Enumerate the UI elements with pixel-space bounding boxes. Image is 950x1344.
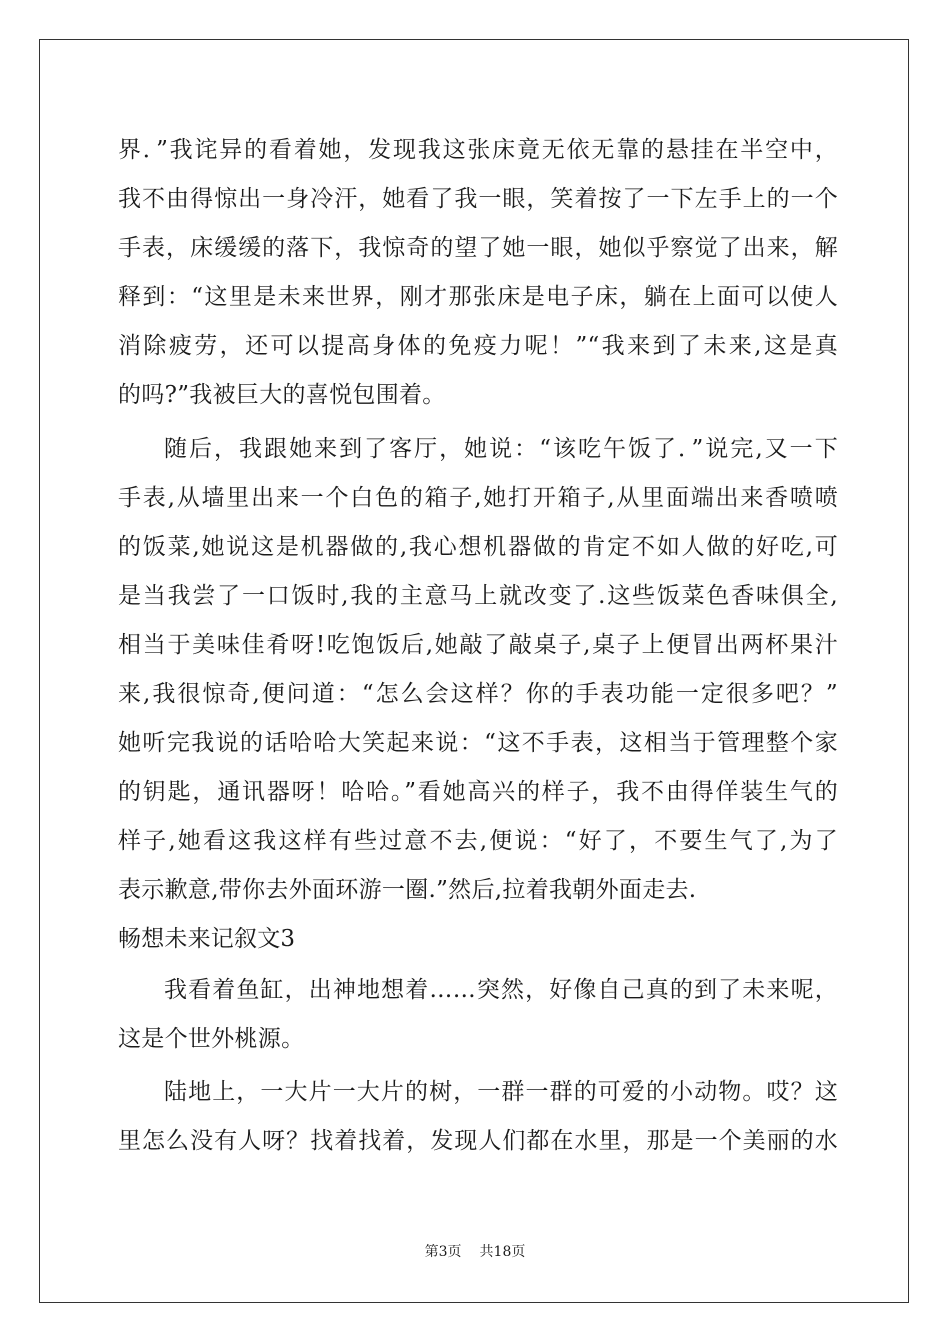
text-line: 我看着鱼缸，出神地想着……突然，好像自己真的到了未来呢， — [164, 977, 838, 1003]
text-line: 消除疲劳，还可以提高身体的免疫力呢！”“我来到了未来,这是真 — [118, 333, 838, 359]
page-total: 共18页 — [479, 1244, 526, 1260]
text-line: 释到：“这里是未来世界，刚才那张床是电子床，躺在上面可以使人 — [118, 284, 838, 310]
text-line: 界．”我诧异的看着她，发现我这张床竟无依无靠的悬挂在半空中， — [118, 137, 838, 163]
page-number: 第3页 — [424, 1244, 462, 1260]
text-line: 我不由得惊出一身冷汗，她看了我一眼，笑着按了一下左手上的一个 — [118, 186, 838, 212]
text-line: 随后，我跟她来到了客厅，她说：“该吃午饭了．”说完,又一下 — [164, 436, 838, 462]
text-line: 里怎么没有人呀？找着找着，发现人们都在水里，那是一个美丽的水 — [118, 1128, 838, 1154]
text-line: 的饭菜,她说这是机器做的,我心想机器做的肯定不如人做的好吃,可 — [118, 534, 838, 560]
text-line: 表示歉意,带你去外面环游一圈.”然后,拉着我朝外面走去. — [118, 877, 697, 903]
text-line: 的钥匙，通讯器呀！哈哈。”看她高兴的样子，我不由得佯装生气的 — [118, 779, 838, 805]
text-line: 是当我尝了一口饭时,我的主意马上就改变了.这些饭菜色香味俱全, — [118, 583, 838, 609]
text-line: 陆地上，一大片一大片的树，一群一群的可爱的小动物。哎？这 — [164, 1079, 838, 1105]
page-border — [39, 39, 909, 1303]
text-line: 相当于美味佳肴呀!吃饱饭后,她敲了敲桌子,桌子上便冒出两杯果汁 — [118, 632, 838, 658]
text-line: 这是个世外桃源。 — [118, 1026, 305, 1052]
text-line: 她听完我说的话哈哈大笑起来说：“这不手表，这相当于管理整个家 — [118, 730, 838, 756]
text-line: 的吗?”我被巨大的喜悦包围着。 — [118, 382, 446, 408]
page-footer — [0, 1243, 950, 1261]
text-line: 来,我很惊奇,便问道：“怎么会这样？你的手表功能一定很多吧？” — [118, 681, 838, 707]
section-heading: 畅想未来记叙文3 — [118, 926, 296, 952]
text-line: 手表，床缓缓的落下，我惊奇的望了她一眼，她似乎察觉了出来，解 — [118, 235, 838, 261]
text-line: 手表,从墙里出来一个白色的箱子,她打开箱子,从里面端出来香喷喷 — [118, 485, 838, 511]
text-line: 样子,她看这我这样有些过意不去,便说：“好了，不要生气了,为了 — [118, 828, 838, 854]
